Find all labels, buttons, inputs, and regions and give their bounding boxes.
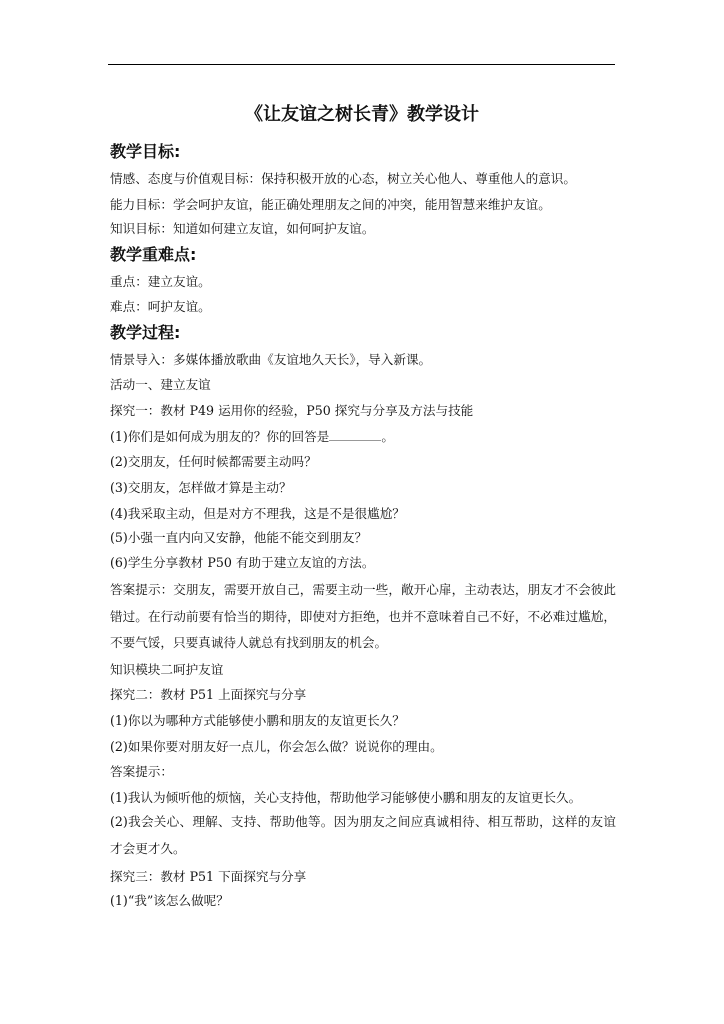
key-point-item: 重点：建立友谊。: [110, 274, 211, 289]
goal-item: 知识目标：知道如何建立友谊，如何呵护友谊。: [110, 221, 375, 236]
explore-two: 探究二：教材 P51 上面探究与分享: [110, 687, 307, 702]
question-item: (2)如果你要对朋友好一点儿，你会怎么做？说说你的理由。: [110, 739, 443, 754]
answer-item: (2)我会关心、理解、支持、帮助他等。因为朋友之间应真诚相待、相互帮助，这样的友谊才会更才久。: [110, 814, 616, 856]
module-two: 知识模块二呵护友谊: [110, 662, 224, 677]
heading-goals: 教学目标:: [110, 142, 181, 161]
heading-process: 教学过程:: [110, 323, 181, 342]
answer-hint-label: 答案提示：: [110, 764, 173, 779]
answer-item: (1)我认为倾听他的烦恼，关心支持他，帮助他学习能够使小鹏和朋友的友谊更长久。: [110, 790, 582, 805]
heading-key-points: 教学重难点:: [110, 245, 197, 264]
question-item: (3)交朋友，怎样做才算是主动？: [110, 480, 292, 495]
goal-item: 情感、态度与价值观目标：保持积极开放的心态，树立关心他人、尊重他人的意识。: [110, 171, 576, 186]
explore-one: 探究一：教材 P49 运用你的经验，P50 探究与分享及方法与技能: [110, 403, 474, 418]
question-item: (1)“我”该怎么做呢？: [110, 893, 229, 908]
intro-line: 情景导入：多媒体播放歌曲《友谊地久天长》，导入新课。: [110, 352, 432, 367]
question-item: (5)小强一直内向又安静，他能不能交到朋友？: [110, 530, 368, 545]
explore-three: 探究三：教材 P51 下面探究与分享: [110, 869, 307, 884]
activity-one: 活动一、建立友谊: [110, 377, 211, 392]
answer-blank: [329, 429, 381, 441]
question-item: (4)我采取主动，但是对方不理我，这是不是很尴尬？: [110, 506, 405, 521]
document-title: 《让友谊之树长青》教学设计: [245, 104, 479, 125]
question-item: (2)交朋友，任何时候都需要主动吗？: [110, 454, 317, 469]
key-point-item: 难点：呵护友谊。: [110, 299, 211, 314]
answer-hint-paragraph: 答案提示：交朋友，需要开放自己，需要主动一些，敞开心扉，主动表达，朋友才不会彼此错过。在行动前要有恰当的期待，即使对方拒绝，也并不意味着自己不好，不必难过尴尬，不要气馁，只要真诚待人就总有找到朋友的机会。: [110, 582, 616, 650]
question-item: (1)你以为哪种方式能够使小鹏和朋友的友谊更长久？: [110, 713, 405, 728]
question-end: 。: [381, 429, 394, 444]
question-1: [110, 429, 394, 445]
question-text: (1)你们是如何成为朋友的？你的回答是: [110, 429, 330, 444]
goal-item: 能力目标：学会呵护友谊，能正确处理朋友之间的冲突，能用智慧来维护友谊。: [110, 197, 551, 212]
question-item: (6)学生分享教材 P50 有助于建立友谊的方法。: [110, 555, 375, 570]
header-rule: [108, 64, 615, 65]
